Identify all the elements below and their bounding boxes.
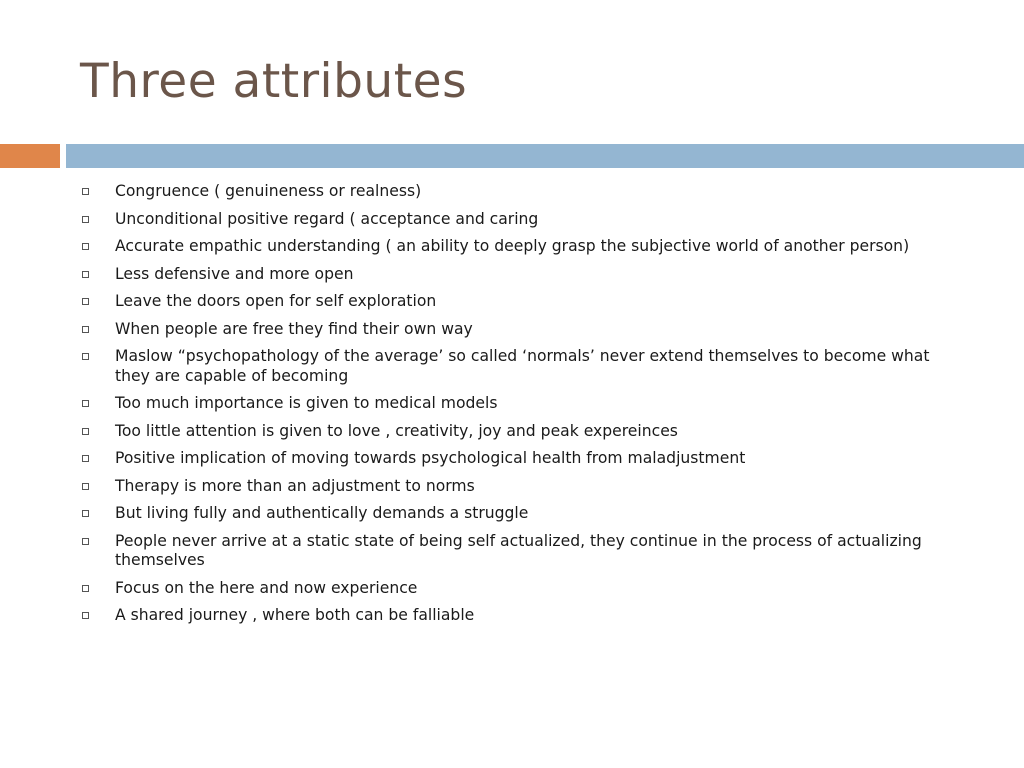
bullet-item-here-and-now — [80, 579, 950, 599]
bullet-text: People never arrive at a static state of being self actualized, they continue in the process of actualizing themselves — [115, 531, 922, 569]
hollow-square-bullet-icon — [82, 326, 89, 333]
hollow-square-bullet-icon — [82, 188, 89, 195]
bullet-item-maslow — [80, 347, 950, 386]
bullet-item-struggle — [80, 504, 950, 524]
hollow-square-bullet-icon — [82, 400, 89, 407]
hollow-square-bullet-icon — [82, 216, 89, 223]
hollow-square-bullet-icon — [82, 483, 89, 490]
bullet-text: Less defensive and more open — [115, 264, 354, 283]
slide-title: Three attributes — [80, 54, 468, 109]
bullet-text: Unconditional positive regard ( acceptance and caring — [115, 209, 539, 228]
bullet-item-less-defensive — [80, 265, 950, 285]
hollow-square-bullet-icon — [82, 428, 89, 435]
bullet-item-positive-regard — [80, 210, 950, 230]
hollow-square-bullet-icon — [82, 353, 89, 360]
bullet-item-empathic-understanding — [80, 237, 950, 257]
bullet-text: A shared journey , where both can be falliable — [115, 606, 475, 624]
accent-bar-orange — [0, 144, 60, 168]
bullet-text: But living fully and authentically demands a struggle — [115, 504, 529, 522]
bullet-text: When people are free they find their own way — [115, 319, 473, 338]
bullet-item-self-exploration — [80, 292, 950, 312]
hollow-square-bullet-icon — [82, 243, 89, 250]
bullet-text: Positive implication of moving towards psychological health from maladjustment — [115, 449, 746, 467]
bullet-item-positive-implication — [80, 449, 950, 469]
bullet-item-free-people — [80, 320, 950, 340]
hollow-square-bullet-icon — [82, 612, 89, 619]
bullet-text: Leave the doors open for self exploration — [115, 292, 437, 310]
bullet-item-congruence — [80, 182, 950, 202]
bullet-list — [80, 182, 950, 634]
bullet-item-love-creativity — [80, 422, 950, 442]
hollow-square-bullet-icon — [82, 585, 89, 592]
bullet-text: Accurate empathic understanding ( an ability to deeply grasp the subjective world of another person) — [115, 237, 910, 255]
bullet-text: Maslow “psychopathology of the average’ so called ‘normals’ never extend themselves to become what they are capable of becoming — [115, 347, 930, 385]
hollow-square-bullet-icon — [82, 298, 89, 305]
bullet-item-therapy-norms — [80, 477, 950, 497]
bullet-text: Therapy is more than an adjustment to norms — [115, 476, 475, 495]
hollow-square-bullet-icon — [82, 538, 89, 545]
bullet-text: Congruence ( genuineness or realness) — [115, 182, 422, 200]
accent-bar-blue — [66, 144, 1024, 168]
hollow-square-bullet-icon — [82, 271, 89, 278]
bullet-item-medical-models — [80, 394, 950, 414]
hollow-square-bullet-icon — [82, 510, 89, 517]
bullet-text: Focus on the here and now experience — [115, 578, 418, 597]
bullet-item-shared-journey — [80, 606, 950, 626]
bullet-text: Too little attention is given to love , creativity, joy and peak expereinces — [115, 421, 678, 440]
hollow-square-bullet-icon — [82, 455, 89, 462]
bullet-item-self-actualization — [80, 532, 950, 571]
bullet-text: Too much importance is given to medical models — [115, 394, 498, 412]
